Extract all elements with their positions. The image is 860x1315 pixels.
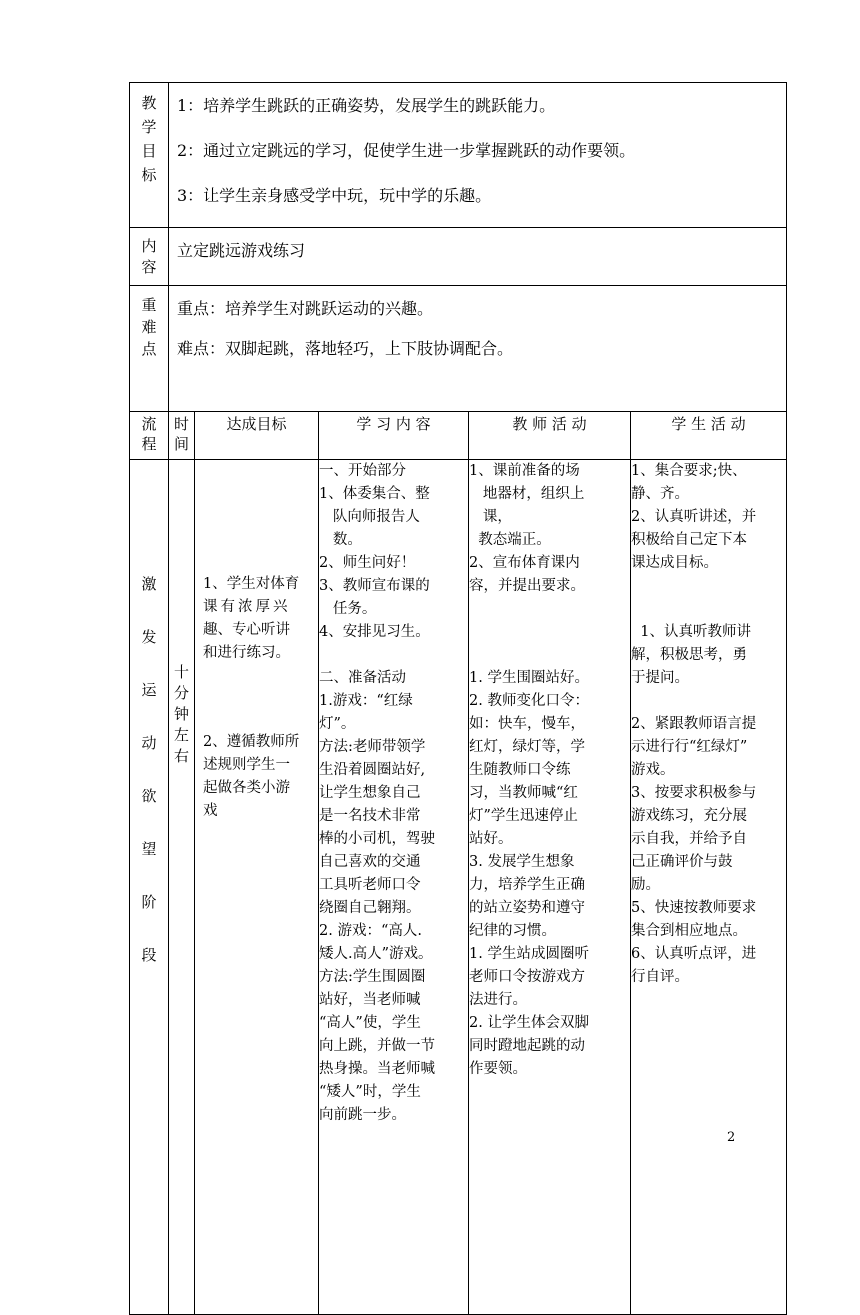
teacher-line: 1、课前准备的场: [469, 463, 580, 479]
learning-line: 方法:老师带领学: [319, 739, 426, 755]
student-cell: [631, 460, 787, 1315]
teacher-line: 作要领。: [469, 1061, 527, 1077]
stage-char: 激: [141, 575, 157, 593]
learning-line: 2. 游戏：“高人.: [319, 923, 422, 939]
key-point: 重点：培养学生对跳跃运动的兴趣。: [177, 299, 434, 318]
learning-line: 生沿着圆圈站好,: [319, 762, 426, 778]
student-line: 6、认真听点评，进: [631, 946, 757, 962]
learning-line: 绕圈自己翱翔。: [319, 900, 421, 916]
teacher-line: 红灯，绿灯等，学: [469, 739, 585, 755]
goal-line-3: 3：让学生亲身感受学中玩，玩中学的乐趣。: [177, 186, 492, 205]
learning-line: 热身操。当老师喊: [319, 1061, 435, 1077]
student-line: 1、集合要求;快、: [631, 463, 747, 479]
teacher-cell: [469, 460, 631, 1315]
objective-line: 起做各类小游: [203, 780, 290, 796]
teacher-line: 同时蹬地起跳的动: [469, 1038, 585, 1054]
time-char: 左: [173, 726, 189, 744]
learning-line: 1、体委集合、整: [319, 486, 430, 502]
student-line: 行自评。: [631, 969, 689, 985]
stage-char: 发: [141, 628, 157, 646]
learning-line: “矮人”时，学生: [319, 1084, 421, 1100]
label-char: 容: [141, 258, 157, 276]
stage-char: 欲: [141, 787, 157, 805]
teacher-line: 1. 学生站成圆圈听: [469, 946, 589, 962]
objective-line: 述规则学生一: [203, 757, 290, 773]
time-cell: [169, 460, 195, 1315]
student-line: 解，积极思考，勇: [631, 647, 747, 663]
time-char: 十: [173, 663, 189, 681]
learning-line: 灯”。: [319, 716, 356, 732]
learning-line: 方法:学生围圆圈: [319, 969, 426, 985]
objective-line: 趣、专心听讲: [203, 622, 290, 638]
student-line: [631, 690, 786, 713]
learning-cell: [319, 460, 469, 1315]
goals-row: [130, 83, 787, 228]
teacher-line: 1. 学生围圈站好。: [469, 670, 589, 686]
teacher-line: [469, 644, 630, 667]
learning-line: 自己喜欢的交通: [319, 854, 421, 870]
objective-line: 课有浓厚兴: [203, 599, 291, 615]
objective-line: 2、遵循教师所: [203, 734, 300, 750]
learning-line: 矮人.高人”游戏。: [319, 946, 433, 962]
student-line: 游戏。: [631, 762, 675, 778]
goals-label: [130, 83, 169, 228]
objective-cell: [195, 460, 319, 1315]
label-char: 目: [141, 142, 157, 160]
objective-line: 1、学生对体育: [203, 576, 300, 592]
student-line: 课达成目标。: [631, 555, 718, 571]
goal-line-1: 1：培养学生跳跃的正确姿势，发展学生的跳跃能力。: [177, 96, 556, 115]
learning-line: 工具听老师口令: [319, 877, 421, 893]
student-line: 2、紧跟教师语言提: [631, 716, 757, 732]
student-line: 示自我，并给予自: [631, 831, 747, 847]
teacher-line: 2. 教师变化口令：: [469, 693, 589, 709]
stage-char: 望: [141, 840, 157, 858]
label-char: 程: [141, 435, 157, 453]
learning-line: 向前跳一步。: [319, 1107, 406, 1123]
label-char: 教: [141, 94, 157, 112]
student-line: 示进行行“红绿灯”: [631, 739, 748, 755]
learning-line: 4、安排见习生。: [319, 624, 430, 640]
schedule-header-row: [130, 412, 787, 460]
student-line: 励。: [631, 877, 660, 893]
teacher-line: 3. 发展学生想象: [469, 854, 575, 870]
page-number: 2: [727, 1130, 736, 1145]
student-line: 于提问。: [631, 670, 689, 686]
label-char: 间: [173, 435, 189, 453]
label-char: 标: [141, 166, 157, 184]
learning-line: 队向师报告人: [319, 509, 420, 525]
teacher-line: [469, 621, 630, 644]
student-line: 1、认真听教师讲: [631, 624, 751, 640]
goals-content: [169, 83, 787, 228]
learning-line: 3、教师宣布课的: [319, 578, 430, 594]
label-char: 重: [141, 296, 157, 314]
teacher-line: 老师口令按游戏方: [469, 969, 585, 985]
learning-line: 2、师生问好！: [319, 555, 416, 571]
student-line: [631, 575, 786, 598]
teacher-line: 纪律的习惯。: [469, 923, 556, 939]
header-time: [169, 412, 195, 460]
time-char: 分: [173, 684, 189, 702]
teacher-line: 站好。: [469, 831, 513, 847]
learning-line: 一、开始部分: [319, 463, 406, 479]
header-learning: 学 习 内 容: [319, 412, 469, 460]
learning-line: 向上跳，并做一节: [319, 1038, 435, 1054]
learning-line: 是一名技术非常: [319, 808, 421, 824]
teacher-line: 容，并提出要求。: [469, 578, 585, 594]
label-char: 时: [173, 415, 189, 433]
student-line: 3、按要求积极参与: [631, 785, 757, 801]
objective-line: 戏: [203, 803, 218, 819]
teacher-line: 2. 让学生体会双脚: [469, 1015, 589, 1031]
student-line: 己正确评价与鼓: [631, 854, 733, 870]
student-line: 5、快速按教师要求: [631, 900, 757, 916]
learning-line: 任务。: [319, 601, 377, 617]
lesson-plan-table: [129, 82, 787, 1315]
teacher-line: 法进行。: [469, 992, 527, 1008]
label-char: 流: [141, 415, 157, 433]
teacher-line: 2、宣布体育课内: [469, 555, 580, 571]
label-char: 点: [141, 340, 157, 358]
goal-line-2: 2：通过立定跳远的学习，促使学生进一步掌握跳跃的动作要领。: [177, 141, 636, 160]
stage-char: 阶: [141, 893, 157, 911]
teacher-line: 力，培养学生正确: [469, 877, 585, 893]
student-line: 游戏练习，充分展: [631, 808, 747, 824]
time-char: 钟: [173, 705, 189, 723]
stage-char: 动: [141, 734, 157, 752]
content-row: [130, 228, 787, 286]
student-line: 积极给自己定下本: [631, 532, 747, 548]
label-char: 内: [141, 237, 157, 255]
learning-line: [319, 644, 468, 667]
teacher-line: 如：快车，慢车，: [469, 716, 585, 732]
learning-line: 数。: [319, 532, 362, 548]
stage-char: 运: [141, 681, 157, 699]
teacher-line: 课，: [469, 509, 512, 525]
content-label: [130, 228, 169, 286]
teacher-line: 灯”学生迅速停止: [469, 808, 578, 824]
student-line: 2、认真听讲述，并: [631, 509, 757, 525]
content-text: [169, 228, 787, 286]
content-value: 立定跳远游戏练习: [177, 241, 306, 260]
header-student: 学 生 活 动: [631, 412, 787, 460]
header-teacher: 教 师 活 动: [469, 412, 631, 460]
teacher-line: 习，当教师喊“红: [469, 785, 578, 801]
student-line: 集合到相应地点。: [631, 923, 747, 939]
student-line: 静、齐。: [631, 486, 689, 502]
teacher-line: 地器材，组织上: [469, 486, 585, 502]
learning-line: 站好，当老师喊: [319, 992, 421, 1008]
teacher-line: 生随教师口令练: [469, 762, 571, 778]
difficult-point: 难点：双脚起跳，落地轻巧，上下肢协调配合。: [177, 339, 514, 358]
learning-line: 棒的小司机，驾驶: [319, 831, 435, 847]
learning-line: “高人”使，学生: [319, 1015, 421, 1031]
teacher-line: [469, 598, 630, 621]
header-objective: 达成目标: [195, 412, 319, 460]
teacher-line: 的站立姿势和遵守: [469, 900, 585, 916]
teacher-line: 教态端正。: [469, 532, 551, 548]
stage-cell: [130, 460, 169, 1315]
stage-char: 段: [141, 946, 157, 964]
label-char: 难: [141, 318, 157, 336]
student-line: [631, 598, 786, 621]
header-process: [130, 412, 169, 460]
key-points-label: [130, 286, 169, 412]
schedule-body-row: [130, 460, 787, 1315]
learning-line: 二、准备活动: [319, 670, 406, 686]
learning-line: 让学生想象自己: [319, 785, 421, 801]
label-char: 学: [141, 118, 157, 136]
objective-line: 和进行练习。: [203, 645, 290, 661]
time-char: 右: [173, 747, 189, 765]
key-points-row: [130, 286, 787, 412]
learning-line: 1.游戏：“红绿: [319, 693, 413, 709]
key-points-content: [169, 286, 787, 412]
